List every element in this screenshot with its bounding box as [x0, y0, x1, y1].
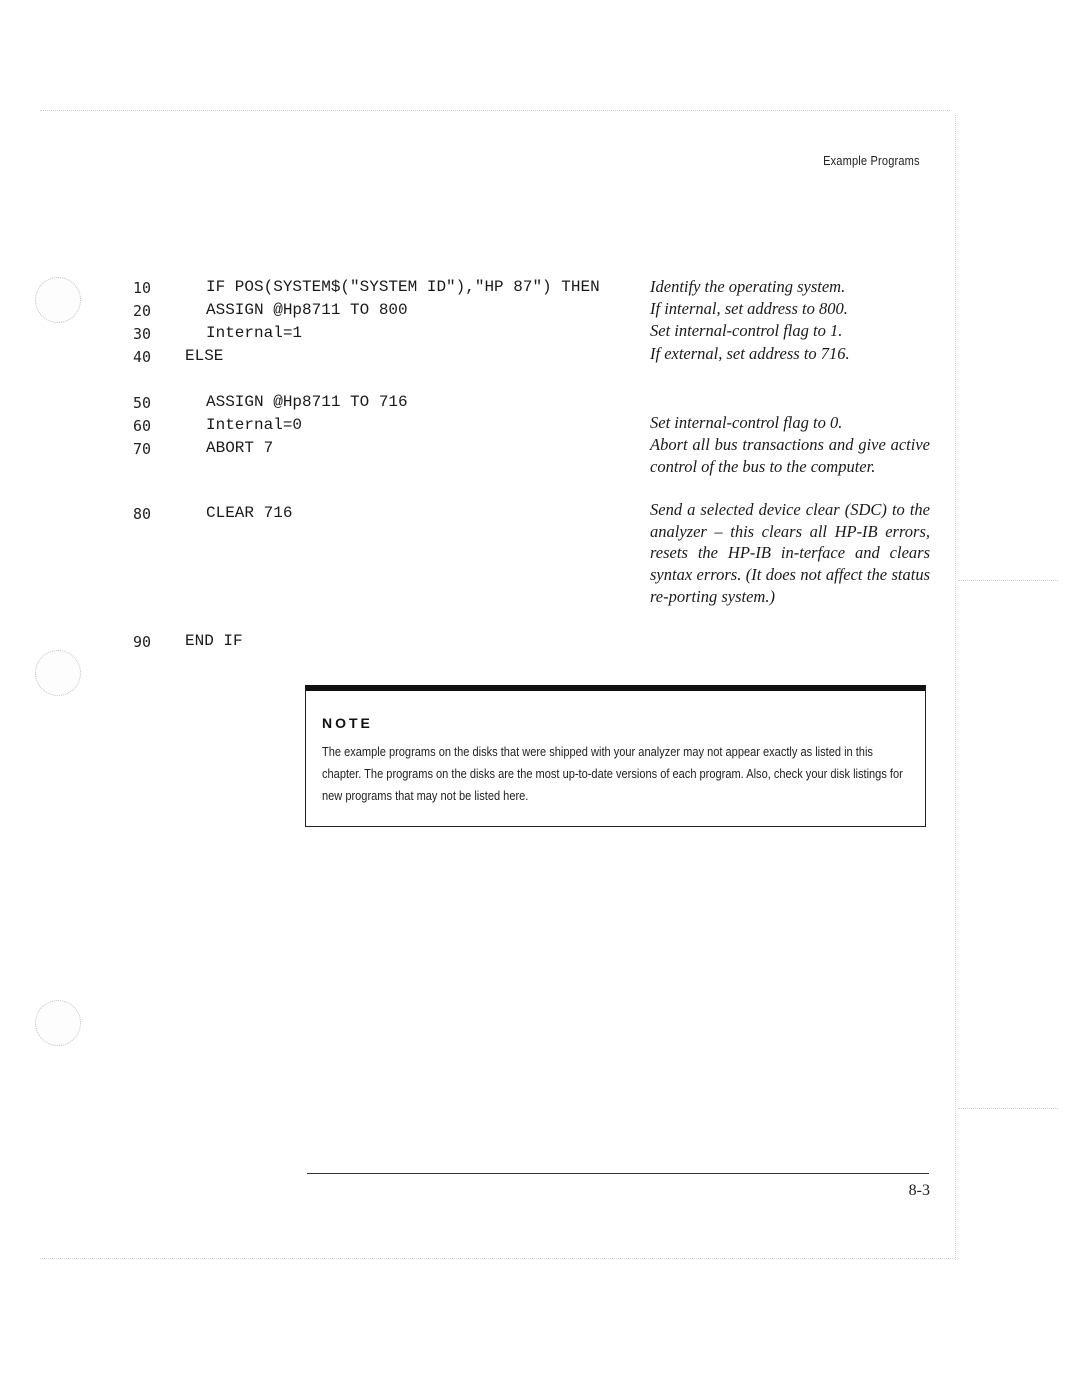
page-number: 8-3	[908, 1182, 930, 1199]
code-line: ELSE	[185, 347, 224, 365]
code-comment: Set internal-control flag to 1.	[650, 321, 843, 340]
code-line: ASSIGN @Hp8711 TO 800	[206, 301, 408, 319]
code-comment: Abort all bus transactions and give active control of the bus to the computer.	[650, 435, 930, 476]
line-number: 90	[133, 633, 152, 651]
code-line: Internal=0	[206, 416, 303, 434]
code-line: IF POS(SYSTEM$("SYSTEM ID"),"HP 87") THEN	[206, 278, 600, 296]
code-comment: Send a selected device clear (SDC) to the analyzer – this clears all HP-IB errors, resets the HP-IB in-terface and clears syntax errors. (It does not affect the status re-porting system.)	[650, 500, 930, 606]
line-number: 50	[133, 394, 152, 412]
footer-rule	[307, 1173, 929, 1174]
code-comment: Set internal-control flag to 0.	[650, 413, 843, 432]
code-comment: If external, set address to 716.	[650, 344, 850, 363]
code-line: ASSIGN @Hp8711 TO 716	[206, 393, 408, 411]
note-title: NOTE	[322, 715, 373, 731]
line-number: 80	[133, 505, 152, 523]
page-edge-tick	[958, 1108, 1058, 1109]
note-body: The example programs on the disks that were shipped with your analyzer may not appear exactly as listed in this chapter. The programs on the disks are the most up-to-date versions of each program. Also, check your disk listings for new programs that may not be listed here.	[322, 744, 903, 803]
code-line: END IF	[185, 632, 243, 650]
running-head: Example Programs	[823, 153, 920, 168]
line-number: 60	[133, 417, 152, 435]
line-number: 30	[133, 325, 152, 343]
line-number: 70	[133, 440, 152, 458]
code-line: Internal=1	[206, 324, 303, 342]
code-line: CLEAR 716	[206, 504, 293, 522]
page-edge-bottom	[40, 1258, 955, 1259]
punch-hole	[35, 650, 81, 696]
line-number: 20	[133, 302, 152, 320]
punch-hole	[35, 277, 81, 323]
page-edge-tick	[958, 580, 1058, 581]
punch-hole	[35, 1000, 81, 1046]
code-line: ABORT 7	[206, 439, 274, 457]
page-edge-right	[955, 115, 956, 1260]
code-comment: If internal, set address to 800.	[650, 299, 848, 318]
note-box	[305, 685, 926, 827]
line-number: 40	[133, 348, 152, 366]
code-comment: Identify the operating system.	[650, 277, 846, 296]
line-number: 10	[133, 279, 152, 297]
page-edge-top	[40, 110, 950, 111]
